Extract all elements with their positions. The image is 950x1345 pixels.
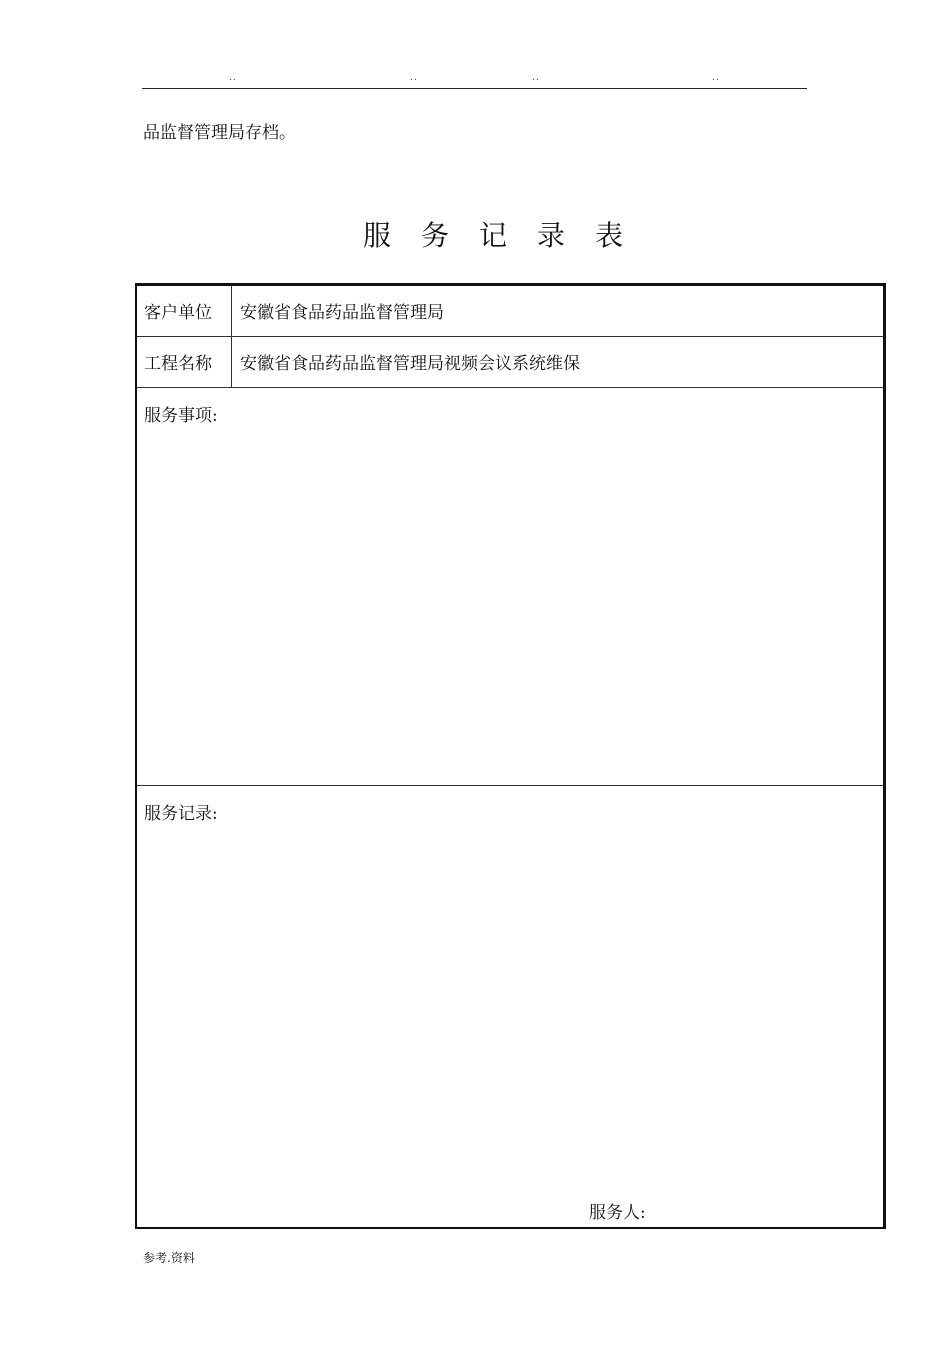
customer-label: 客户单位 bbox=[137, 286, 232, 336]
footer-note: 参考.资料 bbox=[143, 1251, 195, 1265]
service-records-section bbox=[137, 786, 883, 1227]
service-person-label: 服务人: bbox=[589, 1203, 646, 1223]
project-label: 工程名称 bbox=[137, 337, 232, 387]
header-mark: .. bbox=[532, 73, 540, 83]
header-mark: .. bbox=[712, 73, 720, 83]
project-value: 安徽省食品药品监督管理局视频会议系统维保 bbox=[240, 354, 580, 374]
service-records-label: 服务记录: bbox=[144, 804, 218, 824]
project-row bbox=[137, 337, 883, 388]
service-items-section bbox=[137, 388, 883, 786]
header-mark: .. bbox=[410, 73, 418, 83]
service-record-form bbox=[135, 283, 886, 1229]
customer-value: 安徽省食品药品监督管理局 bbox=[240, 303, 444, 323]
page-title: 服务记录表 bbox=[362, 219, 653, 252]
service-items-label: 服务事项: bbox=[144, 406, 218, 426]
header-mark: .. bbox=[229, 73, 237, 83]
customer-row bbox=[137, 286, 883, 337]
header-rule bbox=[142, 88, 807, 89]
continuation-text: 品监督管理局存档。 bbox=[143, 123, 296, 143]
